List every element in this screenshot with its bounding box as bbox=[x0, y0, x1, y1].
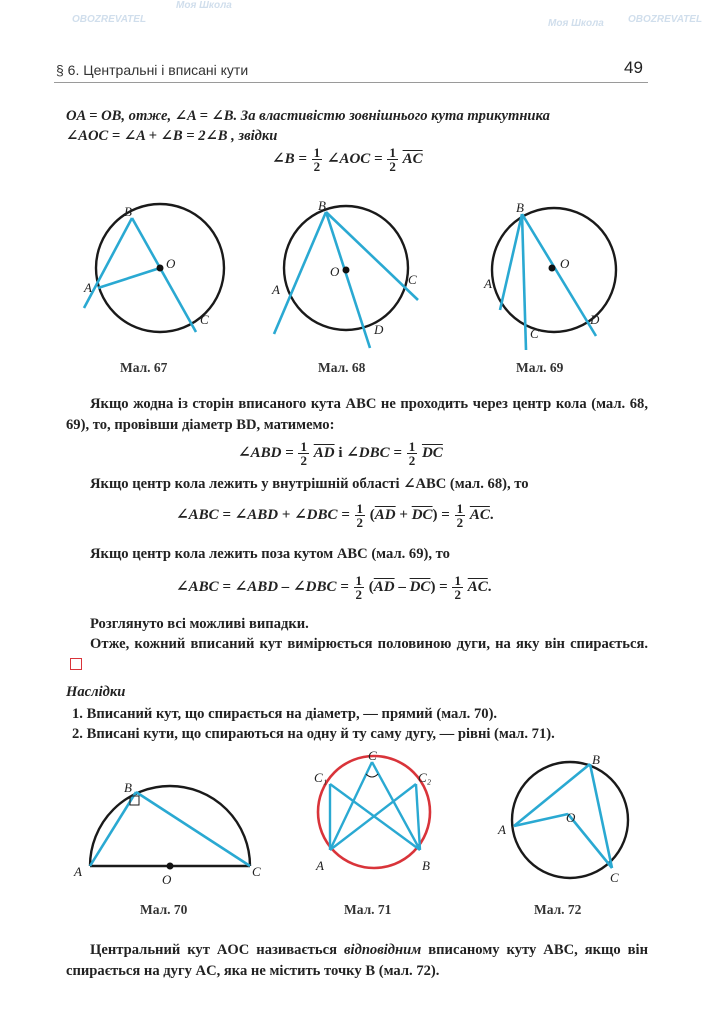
caption-fig-69: Мал. 69 bbox=[516, 360, 564, 375]
fig72-line-bc bbox=[590, 764, 612, 868]
watermark: OBOZREVATEL bbox=[628, 14, 703, 25]
fig69-label-c: C bbox=[530, 326, 539, 341]
fig70-label-o: O bbox=[162, 872, 172, 887]
fig70-label-a: A bbox=[74, 864, 82, 879]
fig69-label-a: A bbox=[484, 276, 492, 291]
paragraph-conclusion: Отже, кожний вписаний кут вимірюється половиною дуги, на яку він спирається. bbox=[66, 634, 648, 676]
fig71-line-c2-b bbox=[416, 784, 420, 850]
fig69-label-b: B bbox=[516, 200, 524, 215]
caption-fig-67: Мал. 67 bbox=[120, 360, 168, 375]
fig68-label-b: B bbox=[318, 198, 326, 213]
fig71-label-a: A bbox=[316, 858, 324, 873]
corollary-2: 2. Вписані кути, що спираються на одну й ту саму дугу, — рівні (мал. 71). bbox=[72, 726, 555, 742]
fig67-label-b: B bbox=[124, 204, 132, 219]
corollaries-title: Наслідки bbox=[66, 684, 126, 700]
fig69-label-o: O bbox=[560, 256, 570, 271]
fig68-label-d: D bbox=[374, 322, 384, 337]
fig69-line-bd bbox=[522, 214, 596, 336]
fig69-center-o bbox=[549, 265, 556, 272]
caption-fig-70: Мал. 70 bbox=[140, 902, 188, 917]
fig71-label-c1: C₁ bbox=[314, 770, 328, 785]
formula-abd-dbc: ∠ABD = $\frac{1}{2}$ $\overline{AD}$ і ∠DBC = $\frac{1}{2}$ $\overline{DC}$ bbox=[238, 439, 443, 468]
fig67-label-a: A bbox=[84, 280, 92, 295]
fig69-line-bc bbox=[522, 214, 526, 350]
caption-fig-71: Мал. 71 bbox=[344, 902, 392, 917]
fig67-line-ao bbox=[98, 268, 160, 288]
fig68-center-o bbox=[343, 267, 350, 274]
paragraph-central-angle: Центральний кут AOC називається відповідним вписаному куту ABC, якщо він спирається на дугу AC, яка не містить точку B (мал. 72). bbox=[66, 942, 648, 979]
watermark: OBOZREVATEL bbox=[72, 14, 147, 25]
fig72-label-a: A bbox=[498, 822, 506, 837]
formula-angle-b: ∠B = $\frac{1}{2}$ ∠AOC = $\frac{1}{2}$ $\overline{AC}$ bbox=[272, 145, 423, 174]
intro-line-1: OA = OB, отже, ∠A = ∠B. За властивістю зовнішнього кута трикутника bbox=[66, 108, 550, 124]
qed-square-icon bbox=[70, 658, 82, 670]
fig67-label-c: C bbox=[200, 312, 209, 327]
fig71-label-b: B bbox=[422, 858, 430, 873]
intro-line-2: ∠AOC = ∠A + ∠B = 2∠B , звідки bbox=[66, 128, 278, 144]
paragraph-outer-center: Якщо центр кола лежить поза кутом ABC (мал. 69), то bbox=[90, 546, 450, 562]
fig71-label-c2: C₂ bbox=[418, 770, 432, 785]
fig71-angle-mark bbox=[366, 774, 378, 777]
page-number: 49 bbox=[624, 58, 643, 77]
paragraph-all-cases: Розглянуто всі можливі випадки. bbox=[90, 616, 309, 632]
formula-sum: ∠ABC = ∠ABD + ∠DBC = $\frac{1}{2}$ $(\overline{AD} + \overline{DC})$ = $\frac{1}{2}$ $\overline{AC}$. bbox=[176, 501, 494, 530]
fig69-label-d: D bbox=[590, 312, 600, 327]
section-title: § 6. Центральні і вписані кути bbox=[56, 62, 249, 78]
fig72-label-o: O bbox=[566, 810, 576, 825]
paragraph-inner-center: Якщо центр кола лежить у внутрішній області ∠ABC (мал. 68), то bbox=[90, 476, 529, 492]
fig71-circle bbox=[318, 756, 430, 868]
watermark: Моя Школа bbox=[548, 18, 604, 29]
caption-fig-68: Мал. 68 bbox=[318, 360, 366, 375]
fig68-line-ba bbox=[274, 212, 326, 334]
fig70-label-c: C bbox=[252, 864, 261, 879]
fig70-line-ab bbox=[90, 792, 136, 866]
caption-fig-72: Мал. 72 bbox=[534, 902, 582, 917]
fig72-label-c: C bbox=[610, 870, 619, 885]
fig68-label-c: C bbox=[408, 272, 417, 287]
fig68-label-o: O bbox=[330, 264, 340, 279]
watermark: Моя Школа bbox=[176, 0, 232, 11]
fig70-line-bc bbox=[136, 792, 250, 866]
paragraph-diameter: Якщо жодна із сторін вписаного кута ABC не проходить через центр кола (мал. 68, 69), то, провівши діаметр BD, матимемо: bbox=[66, 396, 648, 433]
fig67-label-o: O bbox=[166, 256, 176, 271]
fig69-line-ba bbox=[500, 214, 522, 310]
fig70-center-o bbox=[167, 863, 174, 870]
fig72-label-b: B bbox=[592, 752, 600, 767]
formula-difference: ∠ABC = ∠ABD – ∠DBC = $\frac{1}{2}$ $(\overline{AD} - \overline{DC})$ = $\frac{1}{2}$ $\overline{AC}$. bbox=[176, 573, 492, 602]
fig71-line-c-b bbox=[372, 762, 420, 850]
corollary-1: 1. Вписаний кут, що спирається на діаметр, — прямий (мал. 70). bbox=[72, 706, 498, 722]
fig70-label-b: B bbox=[124, 780, 132, 795]
fig71-label-c: C bbox=[368, 748, 377, 763]
fig71-line-c-a bbox=[330, 762, 372, 850]
fig67-center-o bbox=[157, 265, 164, 272]
fig68-label-a: A bbox=[272, 282, 280, 297]
